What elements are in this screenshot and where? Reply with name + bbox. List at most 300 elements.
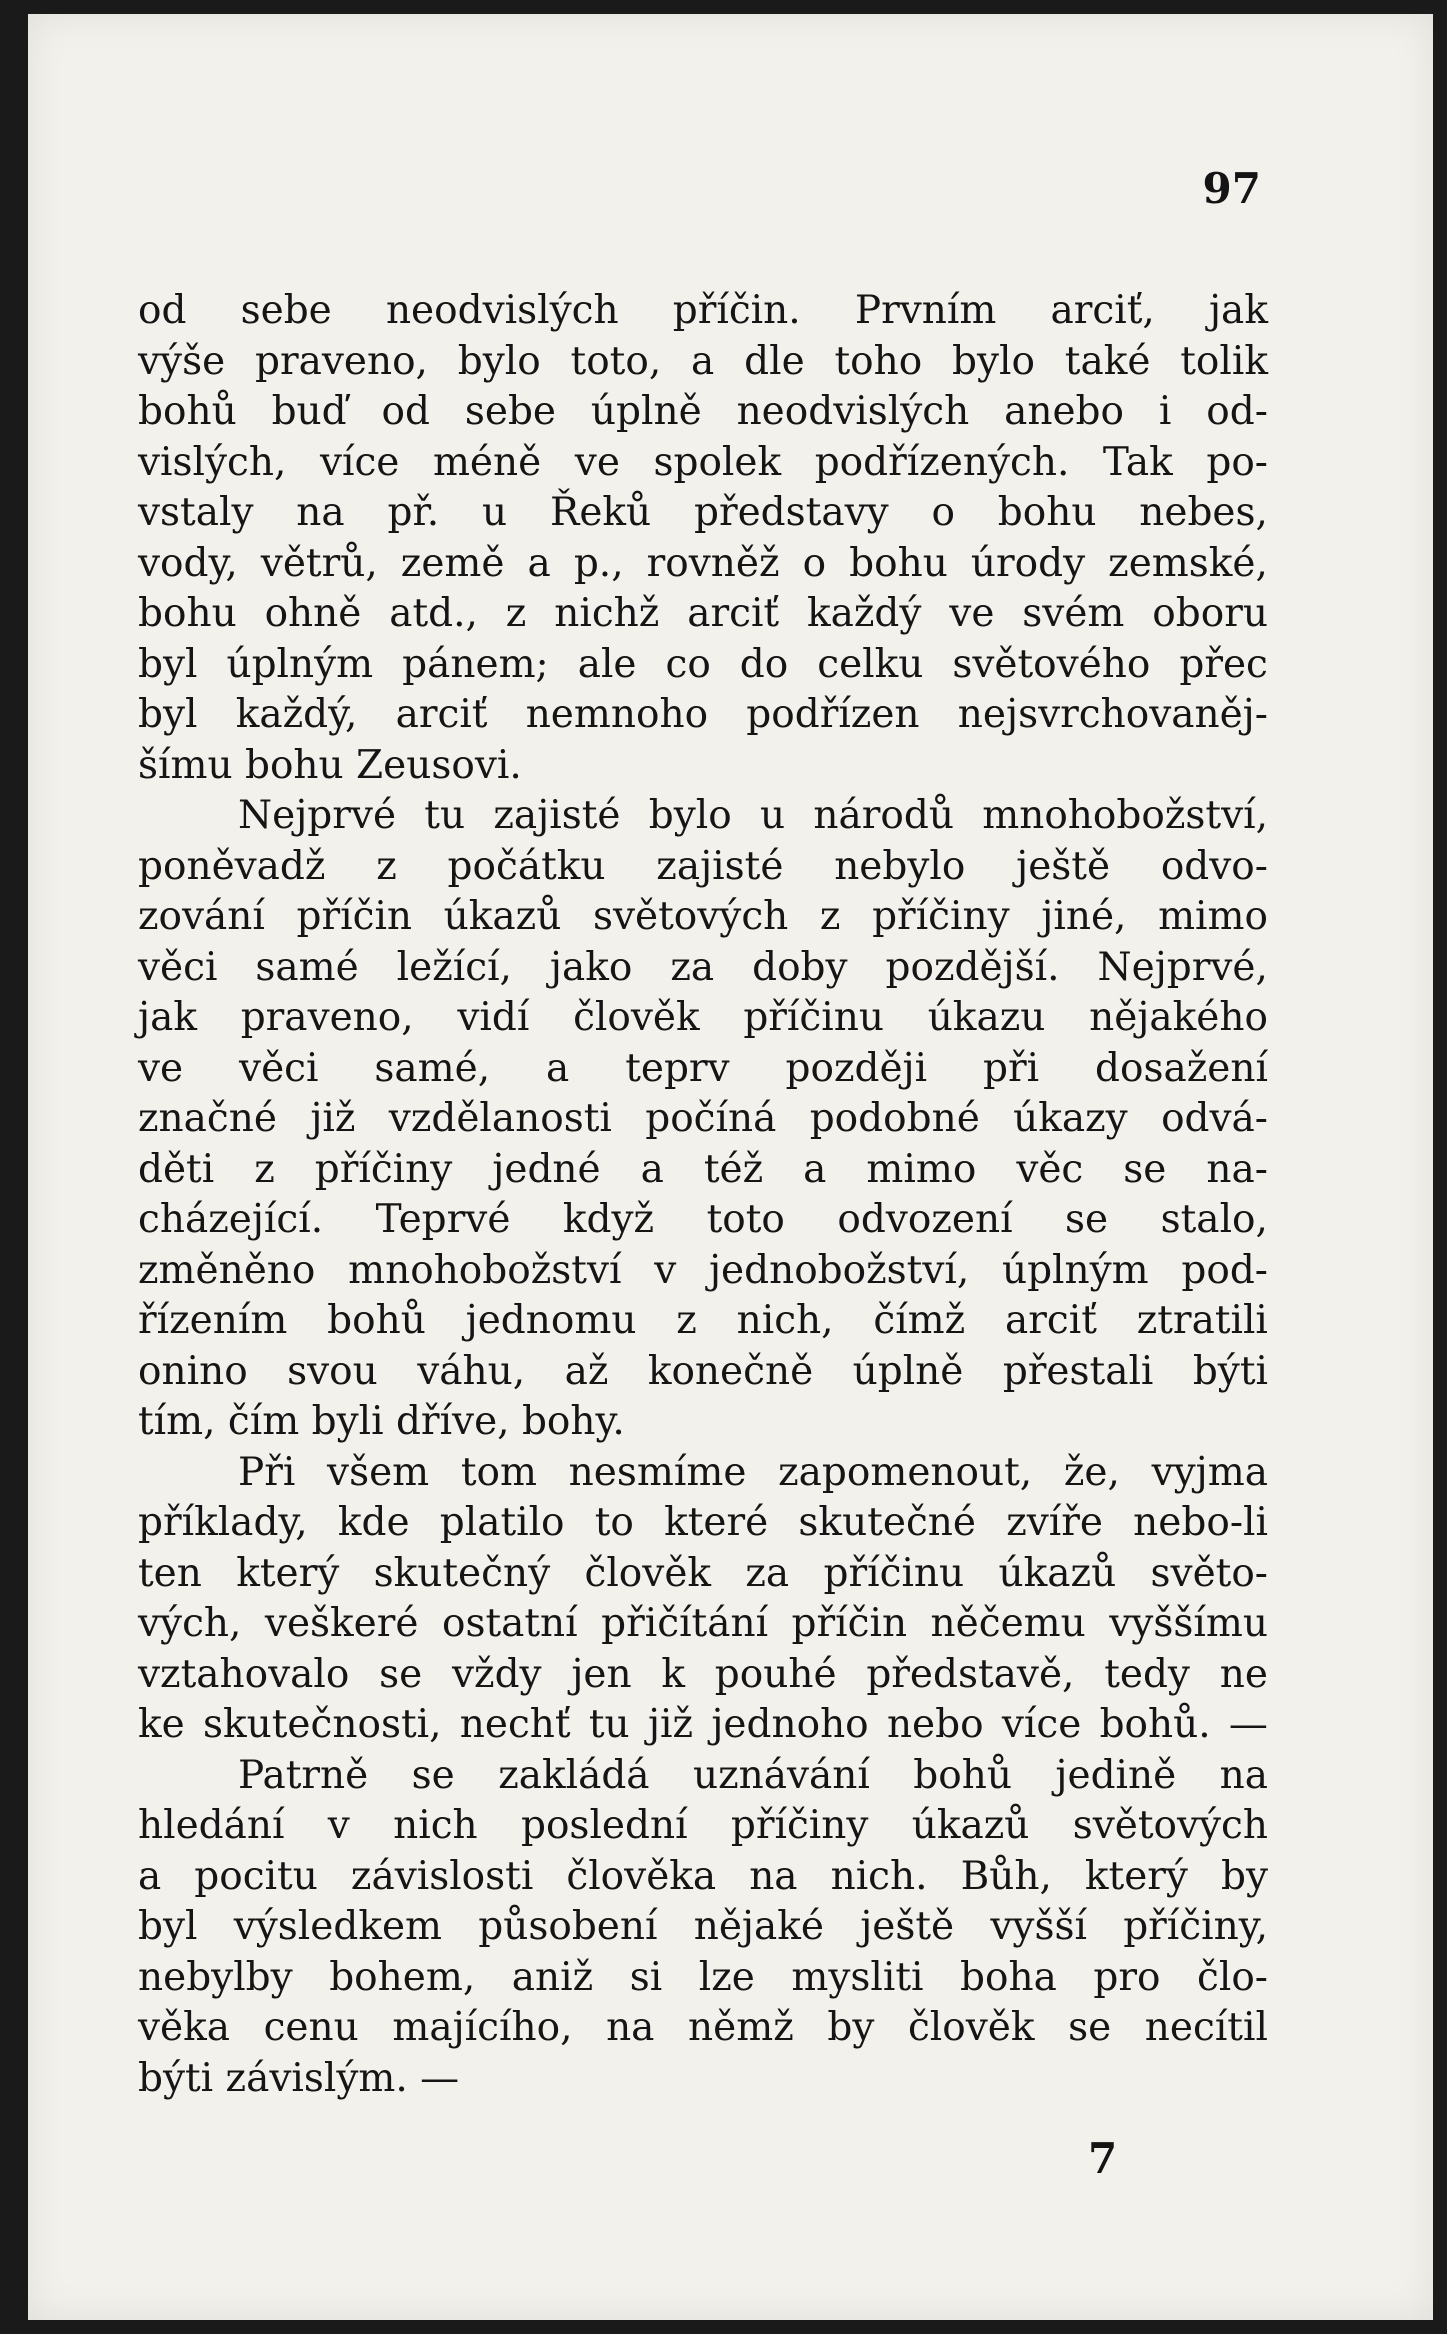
word: zajisté — [656, 843, 784, 889]
word: k — [661, 1651, 686, 1697]
signature-mark: 7 — [1088, 2134, 1118, 2183]
word: člověk — [584, 1550, 712, 1596]
word: člověka — [566, 1853, 717, 1899]
word: Při — [238, 1449, 296, 1495]
word: to — [594, 1500, 634, 1545]
text-line — [138, 640, 1268, 691]
word: byl — [138, 692, 198, 737]
word: na — [296, 490, 345, 535]
word: praveno, — [254, 338, 428, 384]
word: by — [827, 2005, 875, 2050]
word: aniž — [511, 1954, 594, 2000]
word: nich, — [736, 1298, 834, 1343]
word: vislých, — [138, 439, 287, 485]
word: v — [327, 1803, 350, 1848]
word: a — [138, 1853, 162, 1899]
word: příčinu — [823, 1550, 965, 1596]
word: již — [647, 1702, 694, 1747]
word: jednoho — [711, 1702, 869, 1747]
word: nejsvrchovaněj- — [957, 692, 1268, 737]
word: příčiny — [872, 894, 1010, 939]
word: pro — [1093, 1954, 1161, 2000]
word: skutečnosti, — [202, 1702, 442, 1747]
word: u — [759, 793, 786, 838]
word: ještě — [860, 1904, 955, 1949]
word: úkazů — [443, 894, 562, 939]
word: bohu — [997, 490, 1097, 535]
word: vyššímu — [1109, 1601, 1268, 1646]
word: jiné, — [1041, 894, 1127, 939]
word: zvíře — [1006, 1500, 1103, 1545]
word: by — [1221, 1853, 1268, 1899]
word: vých, — [138, 1601, 242, 1646]
text-line — [138, 1852, 1268, 1903]
word: vzdělanosti — [388, 1096, 612, 1141]
word: pánem; — [402, 641, 549, 687]
word: výše — [138, 338, 226, 384]
word: když — [562, 1197, 655, 1242]
word: od — [381, 389, 430, 434]
word: světových — [1072, 1803, 1268, 1848]
word: dosažení — [1095, 1045, 1268, 1091]
word: a — [640, 1146, 664, 1192]
word: pouhé — [714, 1651, 837, 1697]
word: a — [527, 540, 551, 586]
word: z — [505, 591, 527, 636]
word: do — [739, 641, 789, 687]
word: značné — [138, 1096, 277, 1141]
word: cházející. — [138, 1197, 324, 1242]
word: nechť — [459, 1702, 571, 1747]
word: více — [319, 439, 400, 485]
word: a — [546, 1045, 570, 1091]
paragraph-1 — [138, 286, 1268, 791]
word: příčiny — [314, 1146, 453, 1192]
word: toho — [834, 338, 923, 384]
word: si — [629, 1954, 663, 2000]
word: u — [482, 490, 508, 535]
word: váhu, — [417, 1348, 526, 1394]
paragraph-3 — [138, 1448, 1268, 1751]
text-line — [138, 1094, 1268, 1145]
paragraph-4 — [138, 1751, 1268, 2105]
word: člo- — [1197, 1954, 1268, 2000]
word: vztahovalo — [138, 1651, 350, 1697]
word: úkazu — [927, 995, 1046, 1040]
word: všem — [327, 1449, 430, 1495]
word: příčin — [791, 1601, 908, 1646]
word: kde — [337, 1500, 410, 1545]
word: úkazů — [998, 1550, 1117, 1596]
word: teprv — [625, 1045, 730, 1091]
word: v — [654, 1247, 677, 1293]
word: ne — [1219, 1651, 1268, 1697]
word: bohu — [138, 591, 237, 636]
word: od- — [1206, 389, 1268, 434]
word: samé, — [374, 1045, 491, 1091]
word: pozdější. — [885, 944, 1060, 990]
word: úrody — [970, 540, 1086, 586]
word: větrů, — [260, 540, 378, 586]
word: představy — [693, 490, 889, 535]
word: jednobožství, — [708, 1247, 970, 1293]
text-line — [138, 1195, 1268, 1246]
word: boha — [960, 1954, 1057, 2000]
word: Patrně — [238, 1752, 369, 1798]
word: býti — [1192, 1348, 1268, 1394]
word: veškeré — [264, 1601, 419, 1646]
word: ve — [949, 591, 995, 636]
word: z — [254, 1146, 275, 1192]
word: jen — [571, 1651, 632, 1697]
text-line — [138, 1448, 1268, 1499]
word: bylo — [952, 338, 1035, 384]
word: závislosti — [350, 1853, 534, 1899]
word: po- — [1206, 439, 1268, 485]
word: z — [376, 843, 397, 889]
word: na — [1219, 1752, 1268, 1798]
word: odvá- — [1161, 1096, 1268, 1141]
word: jak — [138, 995, 197, 1040]
word: mimo — [866, 1146, 977, 1192]
word: úplně — [590, 389, 702, 434]
word: Řeků — [549, 490, 652, 535]
word: jedině — [1055, 1752, 1177, 1798]
text-line — [138, 286, 1268, 337]
word: samé — [255, 944, 359, 990]
word: konečně — [647, 1348, 814, 1394]
word: příčiny, — [1123, 1904, 1268, 1949]
word: vstaly — [138, 490, 254, 535]
word: neodvislých — [736, 389, 970, 434]
word: — — [1228, 1702, 1268, 1747]
word: arciť — [687, 591, 780, 636]
word: úkazy — [1013, 1096, 1128, 1141]
text-line — [138, 1296, 1268, 1347]
word: Nejprvé, — [1097, 944, 1268, 990]
word: ztratili — [1136, 1298, 1268, 1343]
word: ohně — [264, 591, 362, 636]
word: bohů — [327, 1298, 426, 1343]
word: změněno — [138, 1247, 316, 1293]
word: ke — [138, 1702, 185, 1747]
word: př. — [387, 490, 440, 535]
word: bohu — [849, 540, 948, 586]
word: výsledkem — [233, 1904, 443, 1949]
word: příčinu — [743, 995, 884, 1040]
word: od — [138, 288, 187, 333]
word: věc — [1016, 1146, 1084, 1192]
word: nějaké — [693, 1904, 824, 1949]
word: jak — [1208, 288, 1268, 333]
word: tedy — [1104, 1651, 1190, 1697]
word: podřízených. — [814, 439, 1070, 485]
word: lze — [698, 1954, 755, 2000]
word: který — [236, 1550, 340, 1596]
word: doby — [752, 944, 848, 990]
word: arciť — [1005, 1298, 1097, 1343]
text-line — [138, 1549, 1268, 1600]
text-line — [138, 1246, 1268, 1297]
word: příčin — [296, 894, 413, 939]
word: zakládá — [498, 1752, 650, 1798]
word: němž — [688, 2005, 794, 2050]
text-line — [138, 1347, 1268, 1398]
word: arciť — [395, 692, 488, 737]
word: ostatní — [441, 1601, 578, 1646]
word: světo- — [1150, 1550, 1268, 1596]
word: světového — [952, 641, 1151, 687]
word: praveno, — [240, 995, 414, 1040]
word: příčin. — [672, 288, 801, 333]
text-line — [138, 1700, 1268, 1751]
word: později — [785, 1045, 928, 1091]
word: byl — [138, 641, 198, 687]
word: nebo — [886, 1702, 984, 1747]
word: a — [803, 1146, 827, 1192]
word: děti — [138, 1146, 215, 1192]
word: pocitu — [194, 1853, 318, 1899]
paragraph-2 — [138, 791, 1268, 1448]
text-line — [138, 1902, 1268, 1953]
word: poněvadž — [138, 843, 326, 889]
word: mimo — [1158, 894, 1268, 939]
word: p., — [573, 540, 624, 586]
word: nebylby — [138, 1954, 293, 2000]
word: se — [1123, 1146, 1167, 1192]
word: necítil — [1144, 2005, 1268, 2050]
text-line — [138, 438, 1268, 489]
word: přec — [1179, 641, 1268, 687]
word: zemské, — [1108, 540, 1268, 586]
text-line — [138, 1953, 1268, 2004]
word: toto, — [570, 338, 662, 384]
word: nemnoho — [525, 692, 709, 737]
word: ve — [574, 439, 620, 485]
word: mysliti — [791, 1954, 924, 2000]
word: bylo — [648, 793, 732, 838]
word: mnohobožství — [348, 1247, 622, 1293]
word: onino — [138, 1348, 248, 1394]
word: již — [310, 1096, 356, 1141]
word: stalo, — [1160, 1197, 1268, 1242]
word: bohů — [138, 389, 237, 434]
text-line: býti závislým. — — [138, 2055, 460, 2101]
word: představě, — [866, 1651, 1075, 1697]
word: hledání — [138, 1803, 285, 1848]
word: se — [411, 1752, 455, 1798]
word: platilo — [439, 1500, 565, 1545]
word: atd., — [389, 591, 478, 636]
word: se — [1068, 2005, 1112, 2050]
text-line — [138, 1650, 1268, 1701]
word: jednomu — [465, 1298, 637, 1343]
word: svou — [287, 1348, 378, 1394]
word: rovněž — [646, 540, 780, 586]
word: a — [691, 338, 715, 384]
word: přičítání — [601, 1601, 769, 1646]
book-page — [28, 14, 1433, 2320]
text-line: šímu bohu Zeusovi. — [138, 742, 522, 788]
word: každý, — [235, 692, 358, 737]
word: nich. — [830, 1853, 928, 1899]
word: úplně — [852, 1348, 964, 1394]
word: počátku — [447, 843, 606, 889]
word: skutečný — [373, 1550, 551, 1596]
word: z — [676, 1298, 697, 1343]
word: za — [745, 1550, 790, 1596]
word: anebo — [1004, 389, 1124, 434]
text-line — [138, 589, 1268, 640]
word: arciť, — [1050, 288, 1155, 333]
word: Bůh, — [960, 1853, 1052, 1899]
word: oboru — [1152, 591, 1268, 636]
word: Nejprvé — [238, 793, 397, 838]
word: příčiny — [730, 1803, 869, 1848]
word: se — [1065, 1197, 1109, 1242]
word: příklady, — [138, 1500, 308, 1545]
word: ještě — [1016, 843, 1111, 889]
word: řízením — [138, 1298, 288, 1343]
word: byl — [138, 1904, 198, 1949]
word: který — [1084, 1853, 1188, 1899]
word: dle — [744, 338, 805, 384]
word: ve — [138, 1045, 184, 1091]
text-line: tím, čím byli dříve, bohy. — [138, 1399, 625, 1444]
word: zování — [138, 894, 265, 939]
text-line — [138, 892, 1268, 943]
word: se — [379, 1651, 423, 1697]
word: které — [664, 1500, 769, 1545]
text-line — [138, 993, 1268, 1044]
word: tolik — [1180, 338, 1268, 384]
word: úplným — [226, 641, 374, 687]
word: také — [1064, 338, 1151, 384]
text-line — [138, 488, 1268, 539]
word: čímž — [873, 1298, 966, 1343]
word: věci — [138, 944, 218, 990]
word: celku — [817, 641, 924, 687]
word: nesmíme — [568, 1449, 747, 1495]
word: nebo-li — [1133, 1500, 1268, 1545]
word: buď — [271, 389, 347, 434]
word: zajisté — [493, 793, 621, 838]
word: něčemu — [930, 1601, 1086, 1646]
word: na- — [1206, 1146, 1268, 1192]
word: úplným — [1001, 1247, 1149, 1293]
word: při — [983, 1045, 1040, 1091]
word: o — [802, 540, 827, 586]
word: vždy — [451, 1651, 542, 1697]
word: tom — [460, 1449, 537, 1495]
word: věka — [138, 2005, 230, 2050]
word: svém — [1022, 591, 1125, 636]
text-line — [138, 791, 1268, 842]
word: přestali — [1002, 1348, 1154, 1394]
word: spolek — [653, 439, 782, 485]
word: na — [749, 1853, 798, 1899]
word: odvození — [837, 1197, 1013, 1242]
word: i — [1158, 389, 1172, 434]
text-line — [138, 1599, 1268, 1650]
word: Prvním — [854, 288, 997, 333]
word: vody, — [138, 540, 238, 586]
word: ten — [138, 1550, 202, 1596]
word: bohů — [913, 1752, 1012, 1798]
word: jako — [549, 944, 633, 990]
word: světových — [592, 894, 789, 939]
page-number: 97 — [1202, 164, 1261, 213]
text-line — [138, 387, 1268, 438]
word: podřízen — [746, 692, 920, 737]
word: bohem, — [329, 1954, 476, 2000]
text-line — [138, 337, 1268, 388]
word: odvo- — [1160, 843, 1268, 889]
word: za — [670, 944, 715, 990]
word: též — [703, 1146, 764, 1192]
word: nichž — [554, 591, 660, 636]
text-line — [138, 1751, 1268, 1802]
word: nebes, — [1139, 490, 1268, 535]
word: působení — [478, 1904, 658, 1949]
word: člověk — [573, 995, 700, 1040]
word: bohů. — [1099, 1702, 1211, 1747]
word: cenu — [263, 2005, 359, 2050]
word: počíná — [645, 1096, 777, 1141]
text-line — [138, 1044, 1268, 1095]
word: tu — [424, 793, 466, 838]
word: národů — [813, 793, 954, 838]
word: na — [606, 2005, 655, 2050]
word: že, — [1063, 1449, 1120, 1495]
word: mnohobožství, — [982, 793, 1268, 838]
word: nebylo — [834, 843, 966, 889]
word: o — [931, 490, 955, 535]
text-line — [138, 539, 1268, 590]
word: méně — [432, 439, 542, 485]
word: věci — [239, 1045, 319, 1091]
text-line — [138, 2003, 1268, 2054]
word: zapomenout, — [778, 1449, 1033, 1495]
text-line — [138, 842, 1268, 893]
word: z — [819, 894, 841, 939]
word: úkazů — [911, 1803, 1030, 1848]
word: Teprvé — [375, 1197, 511, 1242]
word: země — [400, 540, 505, 586]
word: každý — [806, 591, 922, 636]
word: toto — [706, 1197, 785, 1242]
word: až — [564, 1348, 609, 1394]
word: nich — [393, 1803, 478, 1848]
word: bylo — [457, 338, 541, 384]
word: ležící, — [396, 944, 512, 990]
word: člověk — [907, 2005, 1035, 2050]
text-line — [138, 1145, 1268, 1196]
word: tu — [588, 1702, 630, 1747]
word: vidí — [457, 995, 530, 1040]
body-text — [138, 286, 1268, 2104]
word: majícího, — [392, 2005, 573, 2050]
word: uznávání — [692, 1752, 870, 1798]
word: více — [1001, 1702, 1082, 1747]
word: nějakého — [1089, 995, 1268, 1040]
word: jedné — [492, 1146, 601, 1192]
word: neodvislých — [385, 288, 619, 333]
word: podobné — [809, 1096, 980, 1141]
word: sebe — [464, 389, 557, 434]
text-line — [138, 1801, 1268, 1852]
text-line — [138, 1498, 1268, 1549]
